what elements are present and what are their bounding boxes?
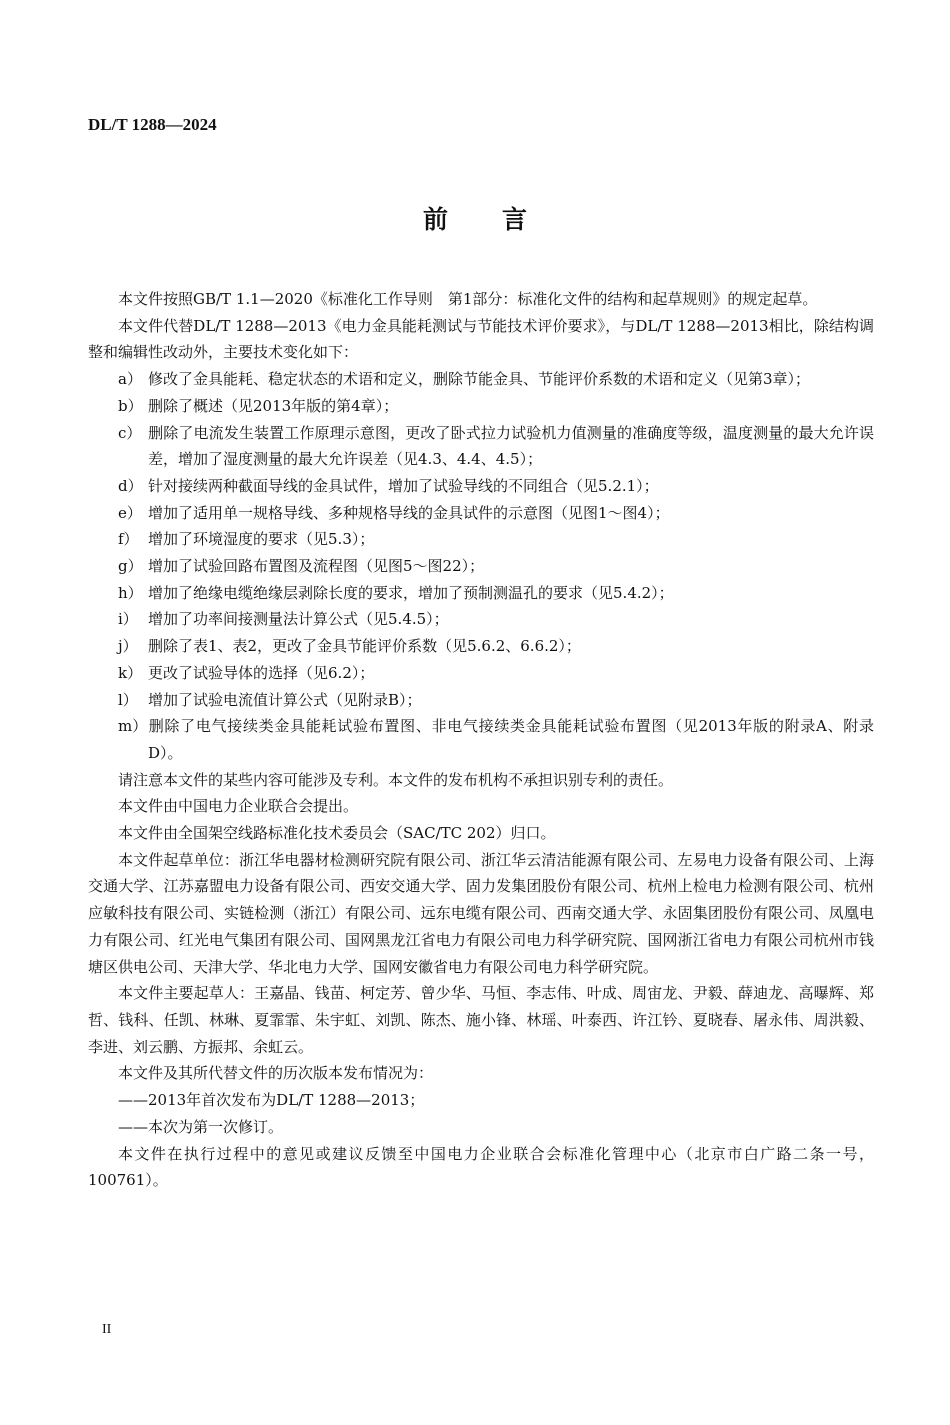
list-item-label: l） — [118, 690, 138, 709]
document-code: DL/T 1288—2024 — [88, 115, 217, 134]
page-number: II — [102, 1322, 112, 1337]
list-item — [88, 526, 874, 553]
page-title: 前言 — [422, 205, 581, 234]
list-item-text: 删除了电气接续类金具能耗试验布置图、非电气接续类金具能耗试验布置图（见2013年版的附录A、附录D）。 — [148, 717, 874, 762]
list-item-text: 修改了金具能耗、稳定状态的术语和定义，删除节能金具、节能评价系数的术语和定义（见第3章）； — [148, 370, 811, 389]
list-item-text: 删除了表1、表2，更改了金具节能评价系数（见5.6.2、6.6.2）； — [148, 637, 581, 656]
paragraph-feedback: 本文件在执行过程中的意见或建议反馈至中国电力企业联合会标准化管理中心（北京市白广路二条一号，100761）。 — [88, 1144, 874, 1190]
list-item-text: 增加了绝缘电缆绝缘层剥除长度的要求，增加了预制测温孔的要求（见5.4.2）； — [148, 583, 674, 602]
paragraph-patent-notice: 请注意本文件的某些内容可能涉及专利。本文件的发布机构不承担识别专利的责任。 — [118, 770, 674, 789]
list-item-label: e） — [118, 503, 142, 522]
list-item — [88, 687, 874, 714]
paragraph-committee: 本文件由全国架空线路标准化技术委员会（SAC/TC 202）归口。 — [118, 824, 556, 843]
list-item-text: 增加了适用单一规格导线、多种规格导线的金具试件的示意图（见图1～图4）； — [148, 503, 670, 522]
version-entry: ——2013年首次发布为DL/T 1288—2013； — [118, 1091, 425, 1110]
list-item — [88, 500, 874, 527]
paragraph-drafters: 本文件主要起草人：王嘉晶、钱苗、柯定芳、曾少华、马恒、李志伟、叶成、周宙龙、尹毅、薛迪龙、高曝辉、郑哲、钱科、任凯、林琳、夏霏霏、朱宇虹、刘凯、陈杰、施小锋、林瑶、叶泰西、许江钤、夏晓春、屠永伟、周洪毅、李进、刘云鹏、方振邦、余虹云。 — [88, 984, 874, 1056]
list-item — [88, 713, 874, 766]
list-item-text: 增加了环境湿度的要求（见5.3）； — [148, 530, 375, 549]
list-item-label: m） — [118, 717, 148, 736]
list-item-text: 删除了概述（见2013年版的第4章）； — [148, 396, 399, 415]
paragraph-version-history: 本文件及其所代替文件的历次版本发布情况为： — [118, 1064, 434, 1083]
list-item — [88, 660, 874, 687]
paragraph-replacement: 本文件代替DL/T 1288—2013《电力金具能耗测试与节能技术评价要求》，与DL/T 1288—2013相比，除结构调整和编辑性改动外，主要技术变化如下： — [88, 316, 874, 362]
list-item-label: a） — [118, 370, 142, 389]
paragraph-proposer: 本文件由中国电力企业联合会提出。 — [118, 797, 359, 816]
list-item-label: k） — [118, 663, 143, 682]
list-item — [88, 366, 874, 393]
changes-list — [88, 366, 874, 767]
list-item-text: 删除了电流发生装置工作原理示意图，更改了卧式拉力试验机力值测量的准确度等级，温度测量的最大允许误差，增加了湿度测量的最大允许误差（见4.3、4.4、4.5）； — [148, 423, 874, 469]
paragraph-drafting-units: 本文件起草单位：浙江华电器材检测研究院有限公司、浙江华云清洁能源有限公司、左易电力设备有限公司、上海交通大学、江苏嘉盟电力设备有限公司、西安交通大学、固力发集团股份有限公司、杭州上检电力检测有限公司、杭州应敏科技有限公司、实链检测（浙江）有限公司、远东电缆有限公司、西南交通大学、永固集团股份有限公司、凤凰电力有限公司、红光电气集团有限公司、国网黑龙江省电力有限公司电力科学研究院、国网浙江省电力有限公司杭州市钱塘区供电公司、天津大学、华北电力大学、国网安徽省电力有限公司电力科学研究院。 — [88, 850, 874, 976]
list-item — [88, 633, 874, 660]
list-item-label: h） — [118, 583, 143, 602]
list-item-text: 增加了试验回路布置图及流程图（见图5～图22）； — [148, 557, 485, 576]
paragraph-drafting-rules: 本文件按照GB/T 1.1—2020《标准化工作导则 第1部分：标准化文件的结构和起草规则》的规定起草。 — [118, 290, 818, 308]
list-item — [88, 473, 874, 500]
list-item-label: b） — [118, 396, 143, 415]
list-item — [88, 393, 874, 420]
list-item-text: 增加了功率间接测量法计算公式（见5.4.5）； — [148, 610, 449, 629]
list-item-label: c） — [118, 423, 142, 442]
version-entry: ——本次为第一次修订。 — [118, 1117, 284, 1136]
list-item-text: 针对接续两种截面导线的金具试件，增加了试验导线的不同组合（见5.2.1）； — [148, 476, 659, 495]
list-item — [88, 580, 874, 607]
list-item-label: f） — [118, 530, 139, 549]
list-item-label: i） — [118, 610, 138, 629]
list-item-text: 增加了试验电流值计算公式（见附录B）； — [148, 690, 422, 709]
list-item-label: d） — [118, 476, 143, 495]
list-item — [88, 606, 874, 633]
list-item — [88, 420, 874, 473]
list-item-label: j） — [118, 637, 138, 656]
list-item-label: g） — [118, 557, 143, 576]
list-item — [88, 553, 874, 580]
foreword-body — [88, 286, 874, 1194]
list-item-text: 更改了试验导体的选择（见6.2）； — [148, 663, 375, 682]
